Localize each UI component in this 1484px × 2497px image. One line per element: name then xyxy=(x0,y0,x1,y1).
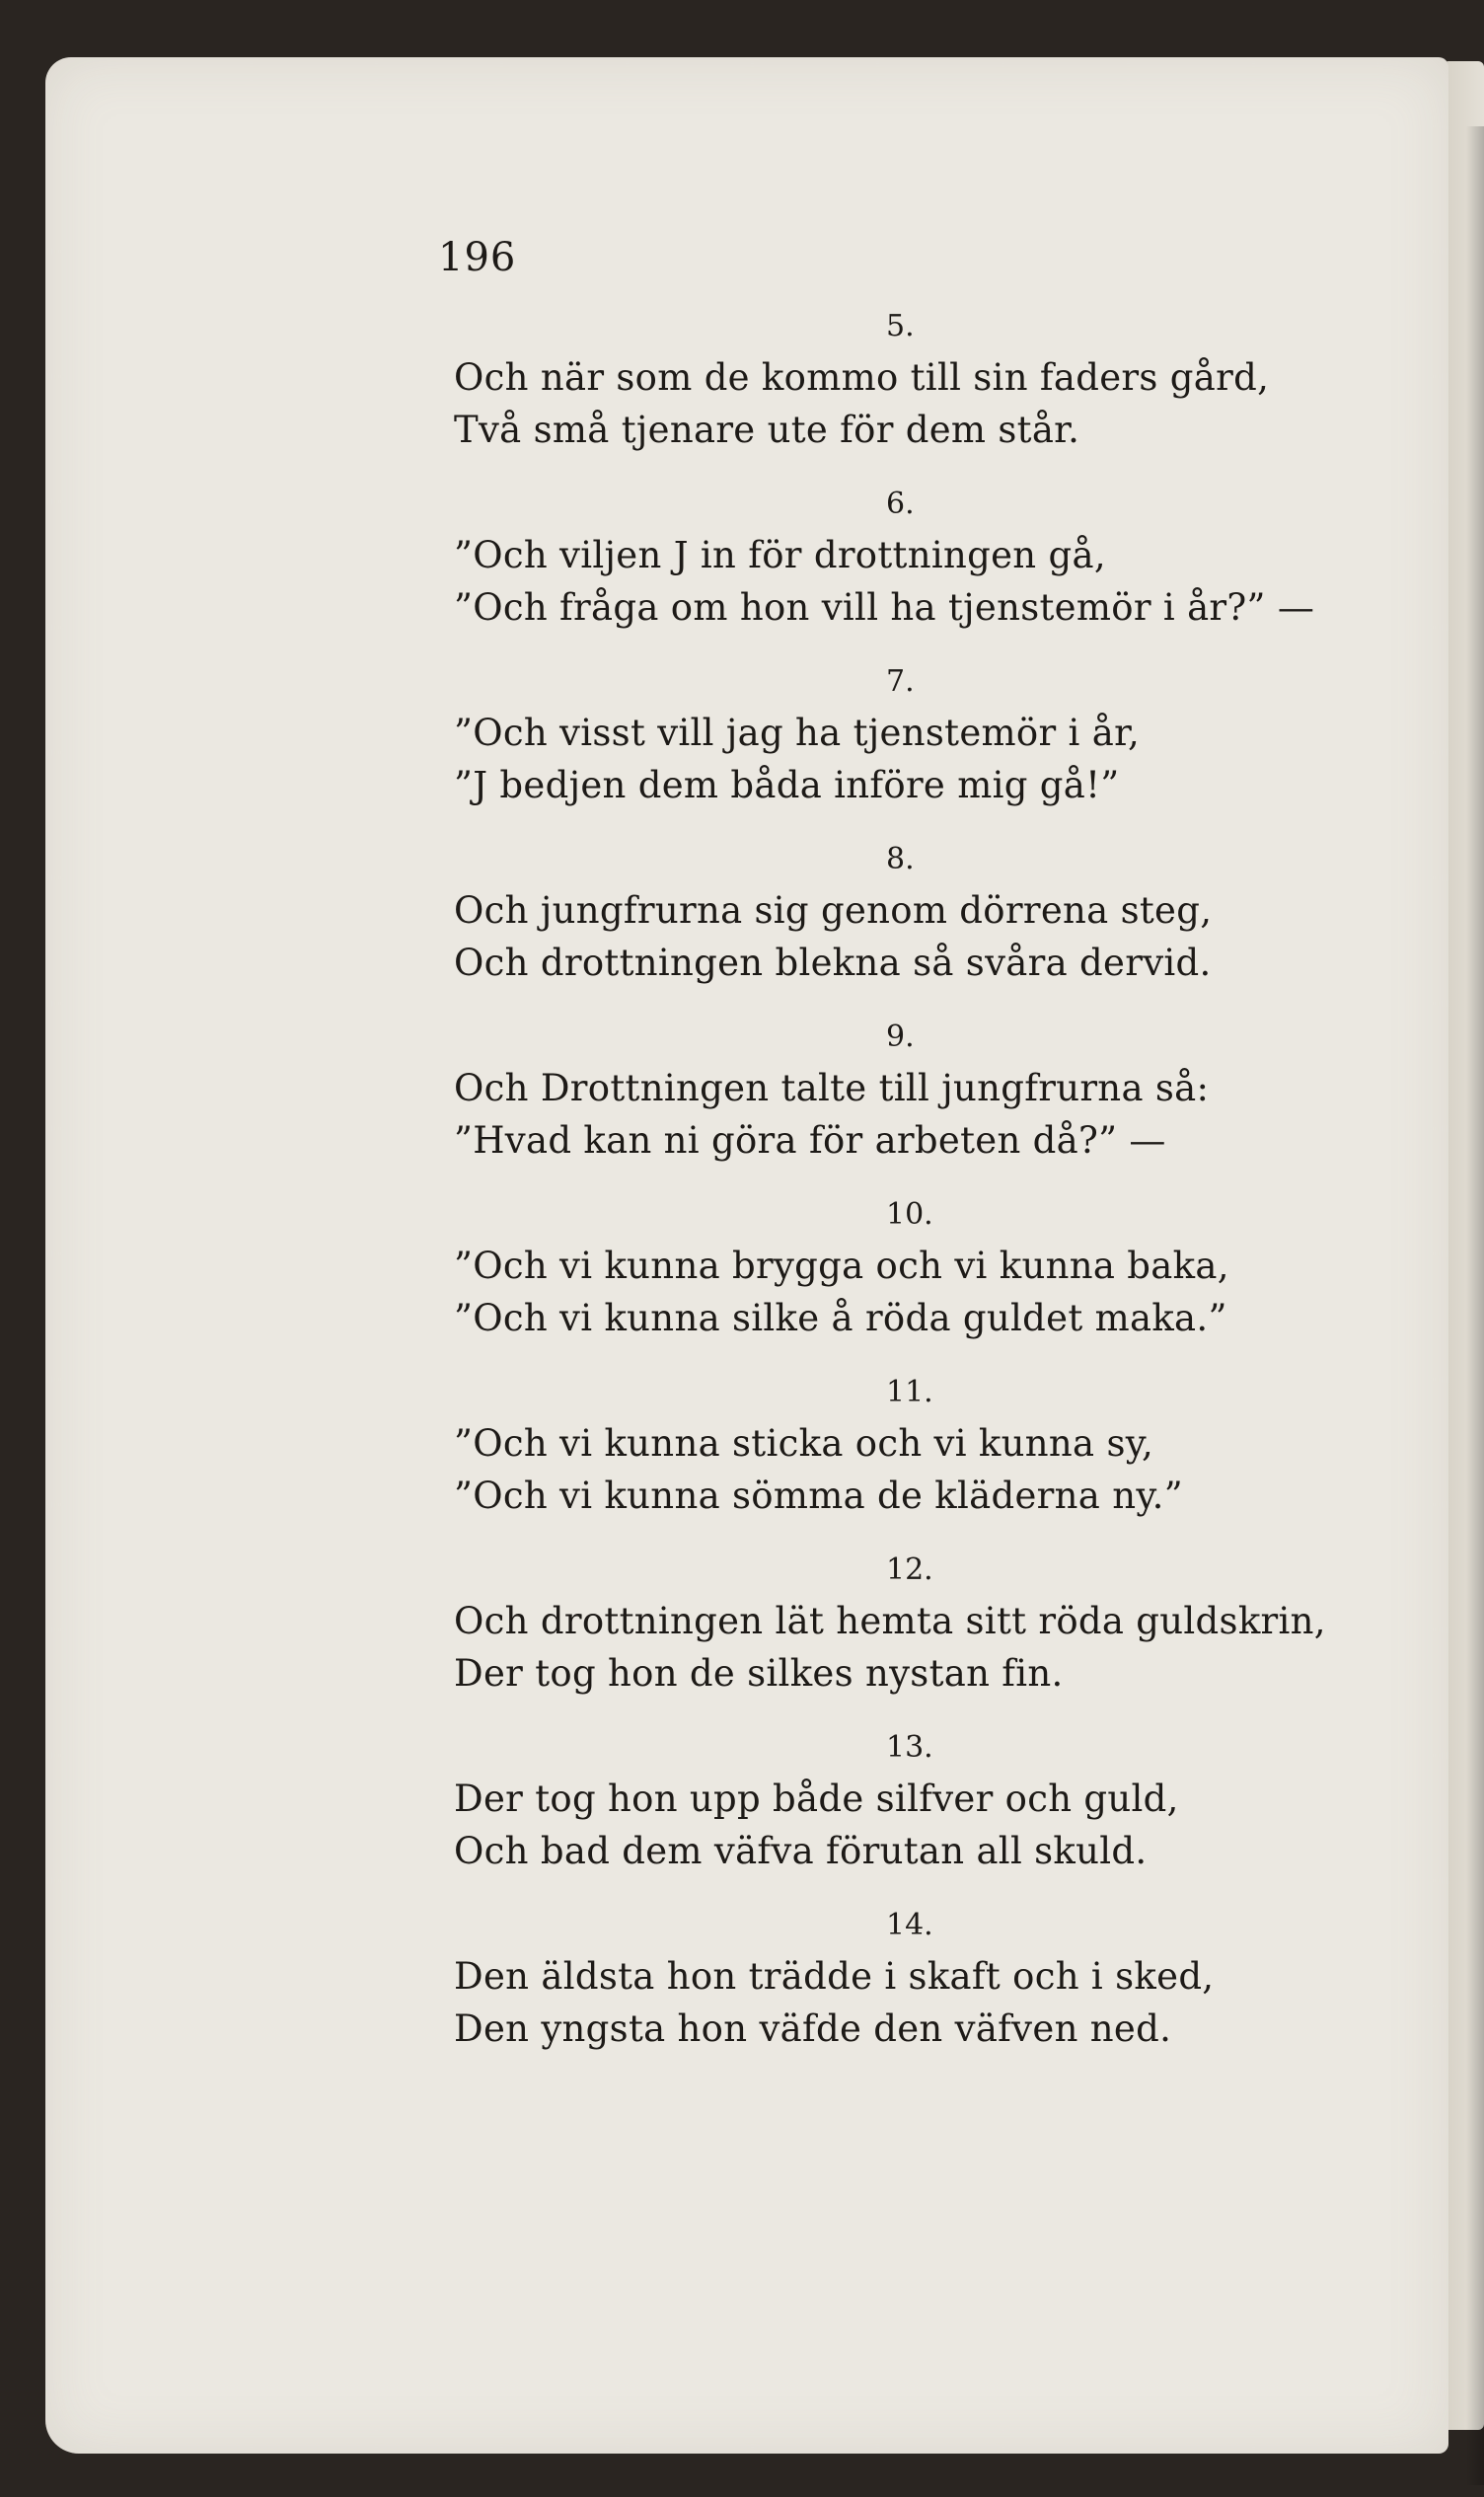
verse-line: Och bad dem väfva förutan all skuld. xyxy=(454,1830,1148,1872)
verse-line: ”Och viljen J in för drottningen gå, xyxy=(454,534,1106,576)
verse-line: Der tog hon de silkes nystan fin. xyxy=(454,1652,1064,1695)
verse-line: ”Och vi kunna sticka och vi kunna sy, xyxy=(454,1422,1154,1465)
stanza-number: 5. xyxy=(886,309,915,343)
verse-line: ”Och fråga om hon vill ha tjenstemör i år?” — xyxy=(454,586,1315,629)
book-page xyxy=(45,57,1448,2454)
verse-line: ”Och vi kunna silke å röda guldet maka.” xyxy=(454,1297,1227,1339)
verse-line: Och drottningen lät hemta sitt röda guldskrin, xyxy=(454,1600,1326,1642)
verse-line: Och jungfrurna sig genom dörrena steg, xyxy=(454,889,1213,932)
verse-line: Den yngsta hon väfde den väfven ned. xyxy=(454,2007,1172,2050)
stanza-number: 11. xyxy=(886,1375,933,1409)
verse-line: Den äldsta hon trädde i skaft och i sked, xyxy=(454,1955,1215,1998)
verse-line: Och Drottningen talte till jungfrurna så: xyxy=(454,1067,1210,1109)
stanza-number: 14. xyxy=(886,1908,933,1942)
verse-line: Och när som de kommo till sin faders gård, xyxy=(454,356,1270,399)
stanza-number: 8. xyxy=(886,842,915,876)
stanza-number: 9. xyxy=(886,1020,915,1054)
verse-line: Två små tjenare ute för dem står. xyxy=(454,409,1080,451)
page-text xyxy=(45,57,1448,2454)
verse-line: Der tog hon upp både silfver och guld, xyxy=(454,1778,1179,1820)
verse-line: ”Hvad kan ni göra för arbeten då?” — xyxy=(454,1119,1166,1162)
page-number: 196 xyxy=(438,235,517,280)
stanza-number: 10. xyxy=(886,1197,933,1232)
verse-line: ”Och vi kunna sömma de kläderna ny.” xyxy=(454,1475,1183,1517)
stanza-number: 7. xyxy=(886,664,915,699)
verse-line: ”Och vi kunna brygga och vi kunna baka, xyxy=(454,1245,1229,1287)
gutter-shadow xyxy=(1466,126,1484,2485)
verse-line: ”J bedjen dem båda införe mig gå!” xyxy=(454,764,1120,806)
verse-line: Och drottningen blekna så svåra dervid. xyxy=(454,942,1212,984)
verse-line: ”Och visst vill jag ha tjenstemör i år, xyxy=(454,712,1141,754)
stanza-number: 6. xyxy=(886,487,915,521)
stanza-number: 12. xyxy=(886,1552,933,1587)
stanza-number: 13. xyxy=(886,1730,933,1765)
